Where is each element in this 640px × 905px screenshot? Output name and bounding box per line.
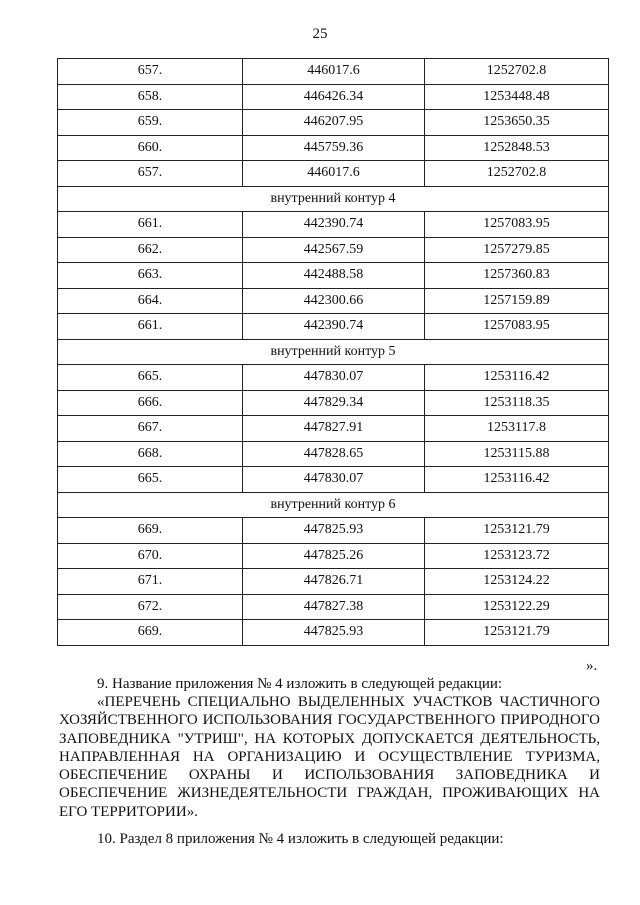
coordinates-table-body [58,59,609,646]
table-row [58,390,609,416]
point-number: 661. [58,314,243,340]
y-coordinate: 1253116.42 [425,365,609,391]
contour-heading: внутренний контур 5 [58,339,609,365]
x-coordinate: 447826.71 [243,569,425,595]
contour-heading-row [58,186,609,212]
x-coordinate: 442567.59 [243,237,425,263]
y-coordinate: 1253121.79 [425,620,609,646]
point-number: 666. [58,390,243,416]
amendment-item-10: 10. Раздел 8 приложения № 4 изложить в следующей редакции: [97,831,504,847]
point-number: 660. [58,135,243,161]
y-coordinate: 1253115.88 [425,441,609,467]
coordinates-table [57,58,609,646]
y-coordinate: 1253650.35 [425,110,609,136]
table-row [58,569,609,595]
table-row [58,441,609,467]
x-coordinate: 442390.74 [243,314,425,340]
page-number: 25 [312,26,328,42]
point-number: 657. [58,59,243,85]
point-number: 658. [58,84,243,110]
point-number: 669. [58,518,243,544]
x-coordinate: 447825.93 [243,518,425,544]
appendix-4-new-title: «ПЕРЕЧЕНЬ СПЕЦИАЛЬНО ВЫДЕЛЕННЫХ УЧАСТКОВ ЧАСТИЧНОГО ХОЗЯЙСТВЕННОГО ИСПОЛЬЗОВАНИЯ ГОСУДАРСТВЕННОГО ПРИРОДНОГО ЗАПОВЕДНИКА "УТРИШ", НА КОТОРЫХ ДОПУСКАЕТСЯ ДЕЯТЕЛЬНОСТЬ, НАПРАВЛЕННАЯ НА ОРГАНИЗАЦИЮ И ОСУЩЕСТВЛЕНИЕ ТУРИЗМА, ОБЕСПЕЧЕНИЕ ОХРАНЫ И ИСПОЛЬЗОВАНИЯ ЗАПОВЕДНИКА И ОБЕСПЕЧЕНИЕ ЖИЗНЕДЕЯТЕЛЬНОСТИ ГРАЖДАН, ПРОЖИВАЮЩИХ НА ЕГО ТЕРРИТОРИИ». [59,694,600,820]
y-coordinate: 1257083.95 [425,212,609,238]
x-coordinate: 446017.6 [243,161,425,187]
y-coordinate: 1252702.8 [425,161,609,187]
x-coordinate: 442488.58 [243,263,425,289]
x-coordinate: 447830.07 [243,467,425,493]
table-row [58,543,609,569]
y-coordinate: 1257159.89 [425,288,609,314]
y-coordinate: 1253123.72 [425,543,609,569]
table-row [58,594,609,620]
point-number: 669. [58,620,243,646]
y-coordinate: 1253448.48 [425,84,609,110]
y-coordinate: 1252848.53 [425,135,609,161]
x-coordinate: 446207.95 [243,110,425,136]
table-row [58,416,609,442]
y-coordinate: 1257360.83 [425,263,609,289]
x-coordinate: 447828.65 [243,441,425,467]
table-row [58,59,609,85]
table-row [58,84,609,110]
y-coordinate: 1252702.8 [425,59,609,85]
x-coordinate: 445759.36 [243,135,425,161]
y-coordinate: 1253116.42 [425,467,609,493]
point-number: 657. [58,161,243,187]
point-number: 664. [58,288,243,314]
y-coordinate: 1257083.95 [425,314,609,340]
table-row [58,467,609,493]
table-row [58,620,609,646]
x-coordinate: 447829.34 [243,390,425,416]
table-row [58,518,609,544]
closing-quote: ». [586,658,598,674]
x-coordinate: 447830.07 [243,365,425,391]
table-row [58,161,609,187]
table-row [58,135,609,161]
y-coordinate: 1253124.22 [425,569,609,595]
contour-heading: внутренний контур 4 [58,186,609,212]
point-number: 667. [58,416,243,442]
point-number: 659. [58,110,243,136]
x-coordinate: 447827.91 [243,416,425,442]
y-coordinate: 1253117.8 [425,416,609,442]
y-coordinate: 1253122.29 [425,594,609,620]
contour-heading: внутренний контур 6 [58,492,609,518]
x-coordinate: 447827.38 [243,594,425,620]
y-coordinate: 1253121.79 [425,518,609,544]
x-coordinate: 442300.66 [243,288,425,314]
y-coordinate: 1257279.85 [425,237,609,263]
point-number: 661. [58,212,243,238]
point-number: 663. [58,263,243,289]
table-row [58,314,609,340]
table-row [58,110,609,136]
point-number: 670. [58,543,243,569]
table-row [58,212,609,238]
x-coordinate: 442390.74 [243,212,425,238]
x-coordinate: 446017.6 [243,59,425,85]
y-coordinate: 1253118.35 [425,390,609,416]
table-row [58,365,609,391]
table-row [58,237,609,263]
point-number: 668. [58,441,243,467]
x-coordinate: 447825.26 [243,543,425,569]
point-number: 671. [58,569,243,595]
point-number: 665. [58,365,243,391]
contour-heading-row [58,339,609,365]
point-number: 665. [58,467,243,493]
x-coordinate: 446426.34 [243,84,425,110]
x-coordinate: 447825.93 [243,620,425,646]
contour-heading-row [58,492,609,518]
point-number: 662. [58,237,243,263]
amendment-item-9: 9. Название приложения № 4 изложить в следующей редакции: [97,676,503,692]
table-row [58,288,609,314]
point-number: 672. [58,594,243,620]
table-row [58,263,609,289]
